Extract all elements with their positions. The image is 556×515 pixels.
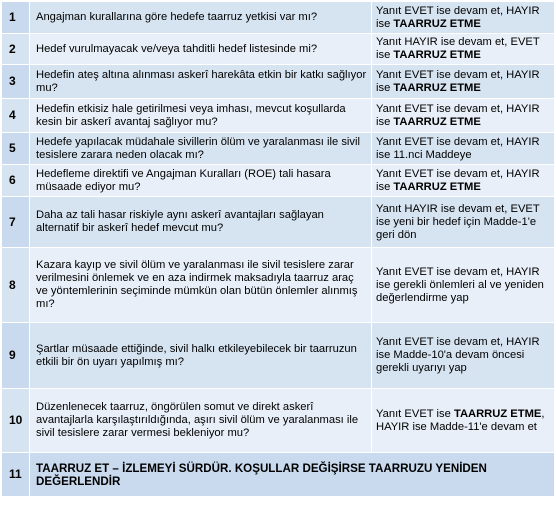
- checklist-row: [2, 248, 555, 323]
- row-question: Hedefleme direktifi ve Angajman Kuralları (ROE) tali hasara müsaade ediyor mu?: [30, 165, 372, 197]
- checklist-row: [2, 165, 555, 197]
- final-row-text: TAARRUZ ET – İZLEMEYİ SÜRDÜR. KOŞULLAR DEĞİŞİRSE TAARRUZU YENİDEN DEĞERLENDİR: [30, 453, 555, 497]
- checklist-row: [2, 65, 555, 99]
- row-number: 3: [2, 65, 30, 99]
- answer-emphasis: TAARRUZ ETME: [393, 49, 481, 61]
- row-question: Şartlar müsaade ettiğinde, sivil halkı etkileyebilecek bir taarruzun etkili bir ön uyarı yapılmış mı?: [30, 323, 372, 389]
- row-answer: [372, 34, 555, 65]
- checklist-row: [2, 323, 555, 389]
- answer-emphasis: TAARRUZ ETME: [453, 407, 542, 420]
- row-answer: [372, 2, 555, 34]
- answer-emphasis: TAARRUZ ETME: [393, 115, 481, 128]
- row-number: 10: [2, 389, 30, 453]
- row-question: Hedefin ateş altına alınması askerî harekâta etkin bir katkı sağlıyor mu?: [30, 65, 372, 99]
- row-question: Hedef vurulmayacak ve/veya tahditli hedef listesinde mi?: [30, 34, 372, 65]
- row-question: Angajman kurallarına göre hedefe taarruz yetkisi var mı?: [30, 2, 372, 34]
- answer-text: Yanıt EVET ise devam et, HAYIR ise Madde-10'a devam öncesi gerekli uyarıyı yap: [376, 336, 540, 374]
- answer-text-tail: , HAYIR ise Madde-11'e devam et: [376, 407, 545, 433]
- row-question: Daha az tali hasar riskiyle aynı askerî avantajları sağlayan alternatif bir askerî hedef mevcut mu?: [30, 197, 372, 248]
- row-number: 5: [2, 133, 30, 165]
- answer-text: Yanıt EVET ise devam et, HAYIR ise: [376, 167, 540, 193]
- row-number: 2: [2, 34, 30, 65]
- final-row: [2, 453, 555, 497]
- row-answer: [372, 197, 555, 248]
- row-question: Kazara kayıp ve sivil ölüm ve yaralanması ile sivil tesislere zarar verilmesini önlemek ve en aza indirmek maksadıyla taarruz araç ve yöntemlerinin seçiminde mümkün olan bütün önlemler alınmış mı?: [30, 248, 372, 323]
- checklist-row: [2, 389, 555, 453]
- answer-text: Yanıt EVET ise devam et, HAYIR ise gerekli önlemleri al ve yeniden değerlendirme yap: [376, 265, 544, 304]
- answer-text: Yanıt EVET ise devam et, HAYIR ise 11.nci Maddeye: [376, 135, 540, 161]
- row-number: 6: [2, 165, 30, 197]
- answer-text: Yanıt EVET ise devam et, HAYIR ise: [376, 4, 540, 30]
- final-row-number: 11: [2, 453, 30, 497]
- row-question: Hedefin etkisiz hale getirilmesi veya imhası, mevcut koşullarda kesin bir askerî avantaj sağlıyor mu?: [30, 99, 372, 133]
- answer-emphasis: TAARRUZ ETME: [393, 81, 481, 94]
- answer-text: Yanıt HAYIR ise devam et, EVET ise yeni bir hedef için Madde-1'e geri dön: [376, 202, 540, 241]
- row-answer: [372, 248, 555, 323]
- checklist-rows: [2, 2, 555, 453]
- row-answer: [372, 99, 555, 133]
- row-answer: [372, 323, 555, 389]
- final-row-group: [2, 453, 555, 497]
- checklist-row: [2, 99, 555, 133]
- checklist-row: [2, 197, 555, 248]
- row-number: 8: [2, 248, 30, 323]
- row-question: Düzenlenecek taarruz, öngörülen somut ve direkt askerî avantajlarla karşılaştırıldığında, aşırı sivil ölüm ve yaralanması ile sivil tesislere zarar vermesi bekleniyor mu?: [30, 389, 372, 453]
- row-number: 9: [2, 323, 30, 389]
- answer-text: Yanıt EVET ise devam et, HAYIR ise: [376, 102, 540, 128]
- answer-emphasis: TAARRUZ ETME: [393, 180, 481, 193]
- checklist-row: [2, 34, 555, 65]
- checklist-row: [2, 133, 555, 165]
- answer-text: Yanıt HAYIR ise devam et, EVET ise: [376, 36, 540, 61]
- row-answer: [372, 165, 555, 197]
- answer-text: Yanıt EVET ise: [376, 407, 454, 420]
- row-answer: [372, 389, 555, 453]
- row-answer: [372, 65, 555, 99]
- row-number: 7: [2, 197, 30, 248]
- checklist-row: [2, 2, 555, 34]
- answer-text: Yanıt EVET ise devam et, HAYIR ise: [376, 68, 540, 94]
- row-question: Hedefe yapılacak müdahale sivillerin ölüm ve yaralanması ile sivil tesislere zarara neden olacak mı?: [30, 133, 372, 165]
- answer-emphasis: TAARRUZ ETME: [393, 17, 481, 30]
- targeting-checklist-table: [1, 1, 555, 497]
- row-answer: [372, 133, 555, 165]
- row-number: 1: [2, 2, 30, 34]
- row-number: 4: [2, 99, 30, 133]
